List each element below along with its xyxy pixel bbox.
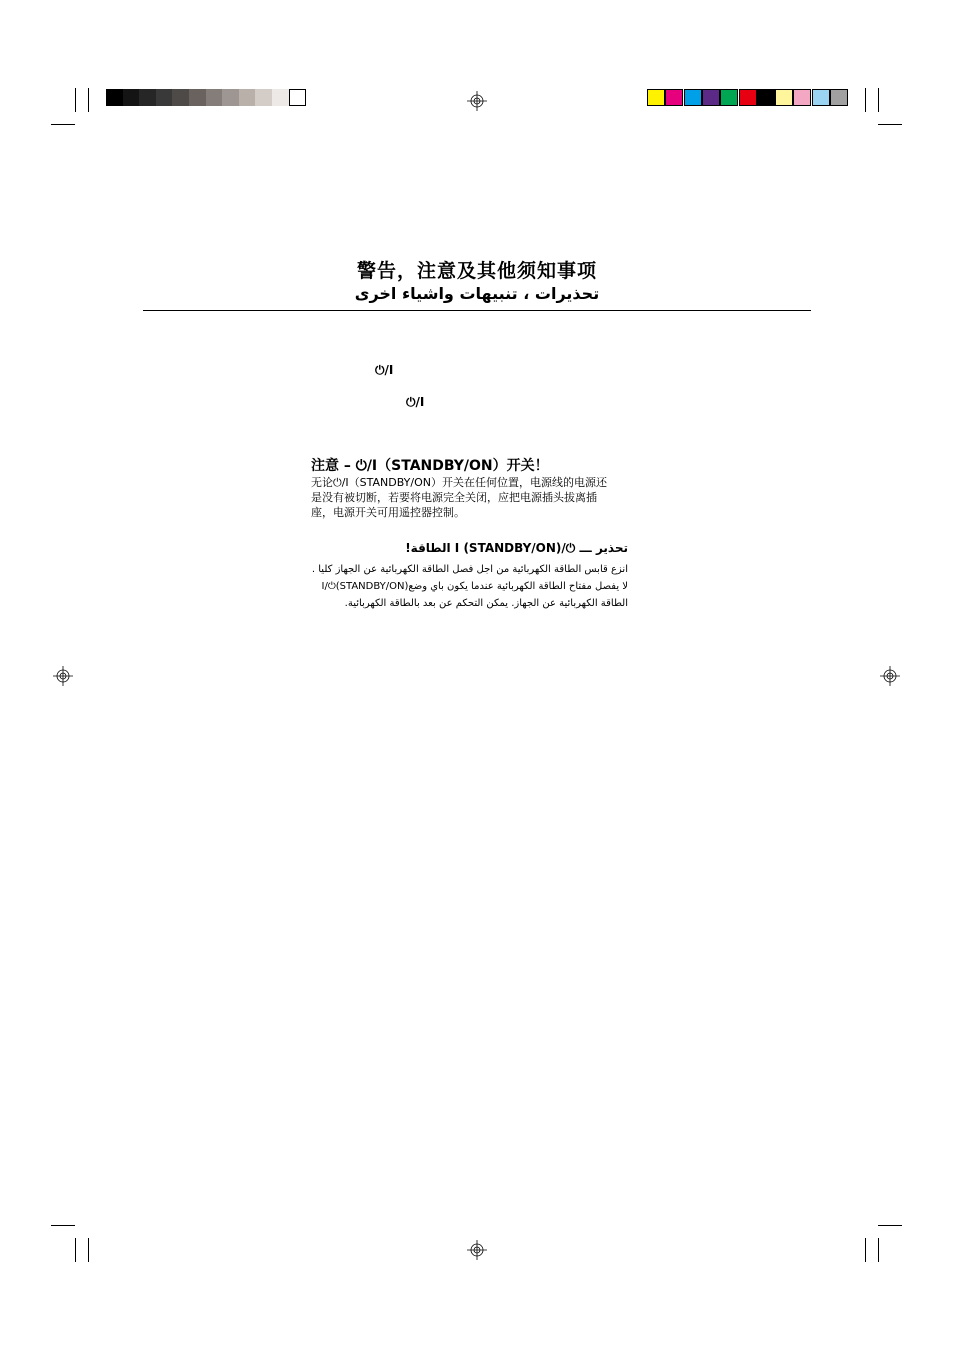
caution-line-cn: 无论⏻/I（STANDBY/ON）开关在任何位置，电源线的电源还 xyxy=(311,476,607,489)
process-color-swatch xyxy=(775,89,793,106)
caution-body-ar xyxy=(0,561,628,612)
crosshair-registration-icon xyxy=(880,666,900,686)
page-title-arabic: تحذيرات ، تنبيهات واشياء اخرى xyxy=(354,284,600,303)
grayscale-swatch xyxy=(106,89,123,106)
grayscale-swatch xyxy=(156,89,173,106)
process-color-swatch xyxy=(647,89,665,106)
grayscale-swatch xyxy=(222,89,239,106)
caution-line-ar: انزع قابس الطاقة الكهربائية من اجل فصل الطاقة الكهربائية عن الجهاز كليا . xyxy=(311,564,628,575)
caution-line-cn: 是没有被切断，若要将电源完全关闭，应把电源插头拔离插 xyxy=(311,491,597,504)
caution-line-ar: لا يفصل مفتاح الطاقة الكهربائية عندما يكون باي وضع(STANDBY/ON)⏻/I xyxy=(321,581,628,592)
process-color-swatch xyxy=(665,89,683,106)
grayscale-swatch xyxy=(255,89,272,106)
grayscale-swatch xyxy=(139,89,156,106)
caution-line-ar: الطاقة الكهربائية عن الجهاز. يمكن التحكم عن بعد بالطاقة الكهربائية. xyxy=(344,598,628,609)
process-color-swatch xyxy=(739,89,757,106)
caution-line-cn: 座，电源开关可用遥控器控制。 xyxy=(311,506,465,519)
process-color-swatch xyxy=(757,89,775,106)
caution-heading-ar: تحذير ـــ ⏻/I (STANDBY/ON) الطاقة! xyxy=(405,541,628,555)
grayscale-swatch xyxy=(289,89,306,106)
standby-symbol: ⏻/I xyxy=(375,363,394,377)
grayscale-swatch xyxy=(272,89,289,106)
crosshair-registration-icon xyxy=(467,91,487,111)
grayscale-swatch xyxy=(239,89,256,106)
grayscale-swatch xyxy=(189,89,206,106)
process-color-swatch xyxy=(684,89,702,106)
process-color-swatch xyxy=(702,89,720,106)
caution-body-cn xyxy=(311,475,621,520)
process-color-swatch xyxy=(793,89,811,106)
grayscale-swatch xyxy=(206,89,223,106)
crosshair-registration-icon xyxy=(467,1240,487,1260)
caution-heading-cn: 注意 – ⏻/I（STANDBY/ON）开关！ xyxy=(311,458,549,474)
process-color-swatch xyxy=(720,89,738,106)
page-title: 警告，注意及其他须知事项 xyxy=(356,260,597,282)
standby-symbol: ⏻/I xyxy=(406,395,425,409)
title-divider xyxy=(143,310,811,311)
grayscale-swatch xyxy=(123,89,140,106)
process-color-swatch xyxy=(830,89,848,106)
process-color-swatch xyxy=(812,89,830,106)
grayscale-swatch xyxy=(172,89,189,106)
crosshair-registration-icon xyxy=(53,666,73,686)
